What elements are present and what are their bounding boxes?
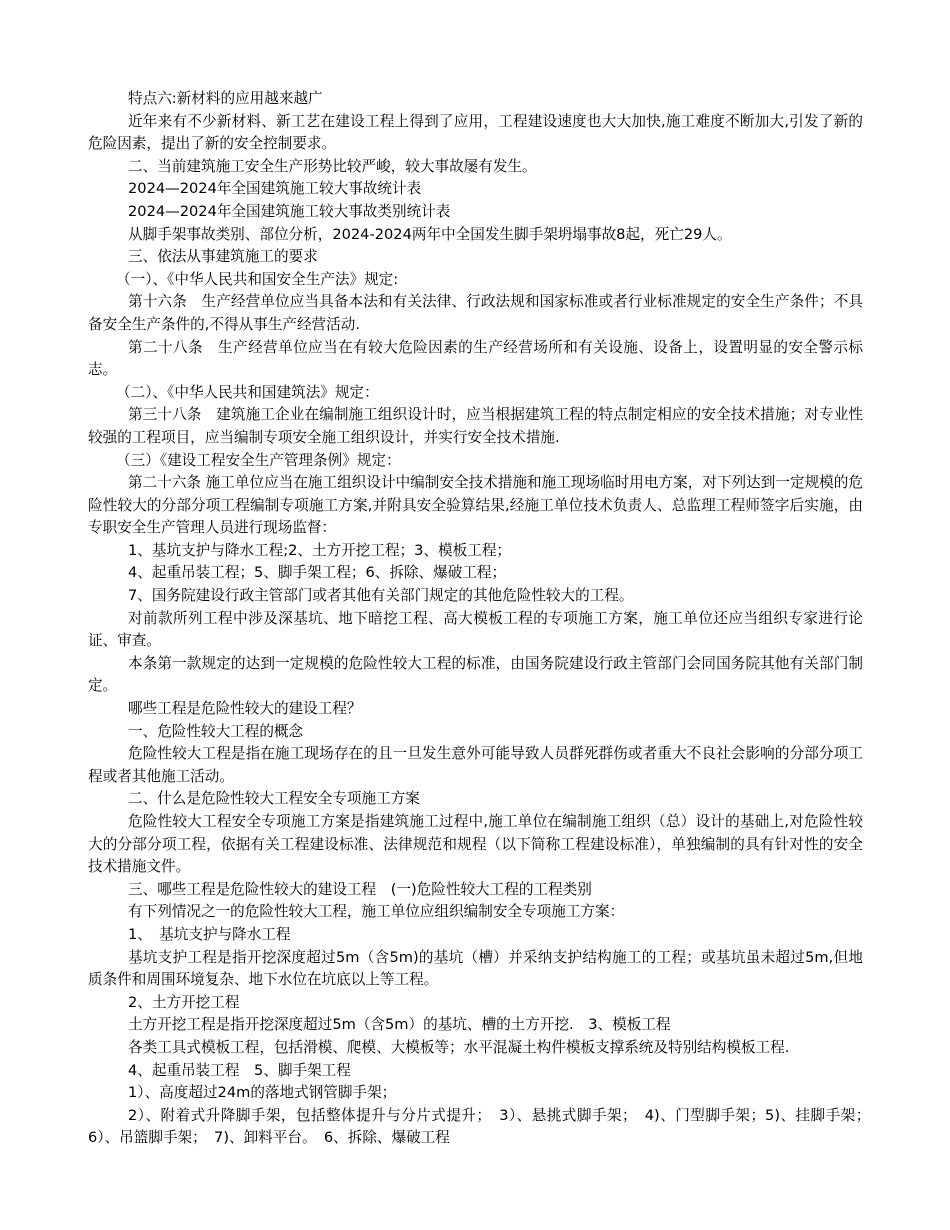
body-paragraph: 从脚手架事故类别、部位分析，2024-2024两年中全国发生脚手架坍塌事故8起，死亡29人。 — [128, 225, 732, 243]
heading-feature-six: 特点六:新材料的应用越来越广 — [128, 90, 323, 107]
body-paragraph: 各类工具式模板工程，包括滑模、爬模、大模板等；水平混凝土构件模板支撑系统及特别结构模板工程. — [128, 1038, 790, 1056]
law-heading: （二）、《中华人民共和国建筑法》规定： — [116, 383, 379, 401]
body-paragraph: 基坑支护工程是指开挖深度超过5m（含5m)的基坑（槽）并采纳支护结构施工的工程；或基坑虽未超过5m,但地质条件和周围环境复杂、地下水位在坑底以上等工程。 — [88, 948, 863, 989]
body-paragraph: 土方开挖工程是指开挖深度超过5m（含5m）的基坑、槽的土方开挖. 3、模板工程 — [128, 1016, 671, 1034]
body-paragraph: 危险性较大工程安全专项施工方案是指建筑施工过程中,施工单位在编制施工组织（总）设计的基础上,对危险性较大的分部分项工程，依据有关工程建设标准、法律规范和规程（以下简称工程建设标准），单独编制的具有针对性的安全技术措施文件。 — [88, 813, 863, 876]
table-caption: 2024—2024年全国建筑施工较大事故统计表 — [128, 180, 422, 198]
body-paragraph: 有下列情况之一的危险性较大工程，施工单位应组织编制安全专项施工方案： — [128, 903, 625, 921]
list-item: 1、 基坑支护与降水工程 — [128, 925, 291, 943]
question-heading: 哪些工程是危险性较大的建设工程？ — [128, 700, 362, 718]
list-item: 1、基坑支护与降水工程;2、土方开挖工程；3、模板工程； — [128, 541, 512, 559]
law-article: 第二十六条 施工单位应当在施工组织设计中编制安全技术措施和施工现场临时用电方案，对下列达到一定规模的危险性较大的分部分项工程编制专项施工方案,并附具安全验算结果,经施工单位技术负责人、总监理工程师签字后实施，由专职安全生产管理人员进行现场监督： — [88, 474, 863, 537]
section-heading: 二、什么是危险性较大工程安全专项施工方案 — [128, 790, 420, 808]
list-item: 7、国务院建设行政主管部门或者其他有关部门规定的其他危险性较大的工程。 — [128, 587, 634, 605]
section-heading: 一、危险性较大工程的概念 — [128, 722, 304, 740]
law-heading: （一）、《中华人民共和国安全生产法》规定: — [116, 270, 399, 288]
body-paragraph: 本条第一款规定的达到一定规模的危险性较大工程的标准，由国务院建设行政主管部门会同国务院其他有关部门制定。 — [88, 654, 863, 695]
law-heading: （三）《建设工程安全生产管理条例》规定： — [116, 451, 401, 469]
body-paragraph: 危险性较大工程是指在施工现场存在的且一旦发生意外可能导致人员群死群伤或者重大不良社会影响的分部分项工程或者其他施工活动。 — [88, 745, 863, 785]
body-paragraph: 近年来有不少新材料、新工艺在建设工程上得到了应用，工程建设速度也大大加快,施工难度不断加大,引发了新的危险因素，提出了新的安全控制要求。 — [88, 112, 863, 153]
law-article: 第二十八条 生产经营单位应当在有较大危险因素的生产经营场所和有关设施、设备上，设置明显的安全警示标志。 — [88, 338, 863, 379]
list-item: 2、土方开挖工程 — [128, 993, 240, 1011]
list-item: 2）、附着式升降脚手架，包括整体提升与分片式提升； 3）、悬挑式脚手架； 4)、门型脚手架；5)、挂脚手架； 6）、吊篮脚手架； 7)、卸料平台。 6、拆除、爆破工程 — [88, 1106, 878, 1147]
list-item: 4、起重吊装工程；5、脚手架工程；6、拆除、爆破工程； — [128, 564, 507, 582]
law-article: 第十六条 生产经营单位应当具备本法和有关法律、行政法规和国家标准或者行业标准规定的安全生产条件；不具备安全生产条件的,不得从事生产经营活动. — [88, 293, 863, 333]
section-heading: 三、依法从事建筑施工的要求 — [128, 248, 318, 266]
section-heading: 三、哪些工程是危险性较大的建设工程 (一)危险性较大工程的工程类别 — [128, 880, 592, 898]
law-article: 第三十八条 建筑施工企业在编制施工组织设计时，应当根据建筑工程的特点制定相应的安全技术措施；对专业性较强的工程项目，应当编制专项安全施工组织设计，并实行安全技术措施. — [88, 406, 863, 446]
list-item: 1）、高度超过24m的落地式钢管脚手架； — [128, 1084, 397, 1102]
document-page — [88, 88, 878, 1150]
list-item: 4、起重吊装工程 5、脚手架工程 — [128, 1061, 351, 1079]
body-paragraph: 对前款所列工程中涉及深基坑、地下暗挖工程、高大模板工程的专项施工方案，施工单位还应当组织专家进行论证、审查。 — [88, 609, 863, 650]
section-heading: 二、当前建筑施工安全生产形势比较严峻，较大事故屡有发生。 — [128, 157, 537, 175]
table-caption: 2024—2024年全国建筑施工较大事故类别统计表 — [128, 202, 451, 220]
